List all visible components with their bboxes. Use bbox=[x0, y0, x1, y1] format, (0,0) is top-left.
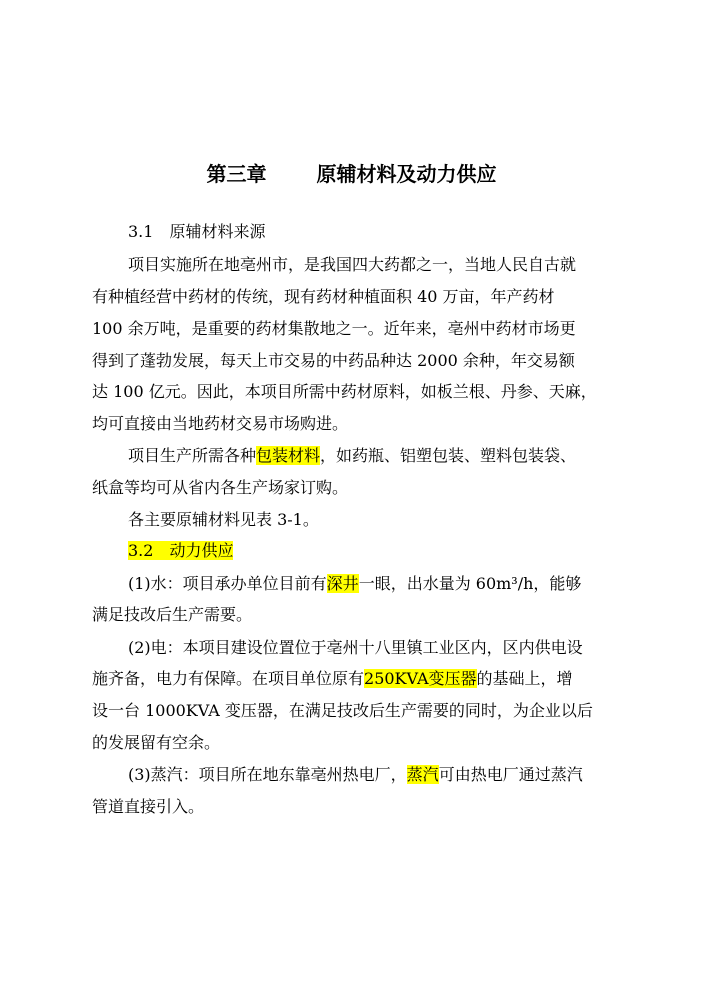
section-heading-3-2 bbox=[128, 540, 233, 562]
paragraph-line: 达 100 亿元。因此，本项目所需中药材原料，如板兰根、丹参、天麻， bbox=[92, 382, 597, 401]
highlighted-heading: 3.2 动力供应 bbox=[128, 541, 234, 560]
paragraph-line: 的发展留有空余。 bbox=[92, 733, 221, 752]
paragraph-line: 有种植经营中药材的传统，现有药材种植面积 40 万亩，年产药材 bbox=[92, 287, 555, 306]
text-run: 施齐备，电力有保障。在项目单位原有 bbox=[92, 669, 365, 688]
chapter-title-text: 原辅材料及动力供应 bbox=[316, 162, 497, 186]
section-heading-3-1: 3.1 原辅材料来源 bbox=[128, 222, 266, 241]
text-run: 的基础上，增 bbox=[476, 669, 573, 688]
text-run: 项目生产所需各种 bbox=[128, 446, 257, 465]
chapter-number: 第三章 bbox=[206, 162, 267, 186]
text-run: (1)水：项目承办单位目前有 bbox=[128, 574, 327, 593]
paragraph-line: 得到了蓬勃发展，每天上市交易的中药品种达 2000 余种，年交易额 bbox=[92, 351, 575, 370]
highlighted-packaging-materials: 包装材料 bbox=[256, 446, 321, 465]
paragraph-line: 管道直接引入。 bbox=[92, 797, 205, 816]
paragraph-line bbox=[128, 573, 581, 595]
paragraph-line: 均可直接由当地药材交易市场购进。 bbox=[92, 414, 349, 433]
chapter-title bbox=[0, 160, 703, 188]
highlighted-deep-well: 深井 bbox=[326, 574, 359, 593]
highlighted-transformer: 变压器 bbox=[428, 669, 477, 688]
paragraph-line: 各主要原辅材料见表 3-1。 bbox=[128, 510, 319, 529]
paragraph-line bbox=[128, 764, 583, 786]
paragraph-line bbox=[128, 445, 576, 467]
paragraph-line: (2)电：本项目建设位置位于亳州十八里镇工业区内，区内供电设 bbox=[128, 638, 583, 657]
text-run: (3)蒸汽：项目所在地东靠亳州热电厂， bbox=[128, 765, 407, 784]
highlighted-250kva: 250KVA bbox=[364, 669, 429, 688]
text-run: 一眼，出水量为 60m³/h，能够 bbox=[358, 574, 582, 593]
paragraph-line: 纸盒等均可从省内各生产场家订购。 bbox=[92, 478, 349, 497]
text-run: 可由热电厂通过蒸汽 bbox=[438, 765, 583, 784]
paragraph-line bbox=[92, 668, 573, 690]
paragraph-line: 100 余万吨，是重要的药材集散地之一。近年来，亳州中药材市场更 bbox=[92, 319, 576, 338]
paragraph-line: 设一台 1000KVA 变压器，在满足技改后生产需要的同时，为企业以后 bbox=[92, 701, 593, 720]
highlighted-steam: 蒸汽 bbox=[406, 765, 439, 784]
paragraph-line: 项目实施所在地亳州市，是我国四大药都之一，当地人民自古就 bbox=[128, 255, 577, 274]
paragraph-line: 满足技改后生产需要。 bbox=[92, 605, 253, 624]
text-run: ，如药瓶、铝塑包装、塑料包装袋、 bbox=[320, 446, 577, 465]
